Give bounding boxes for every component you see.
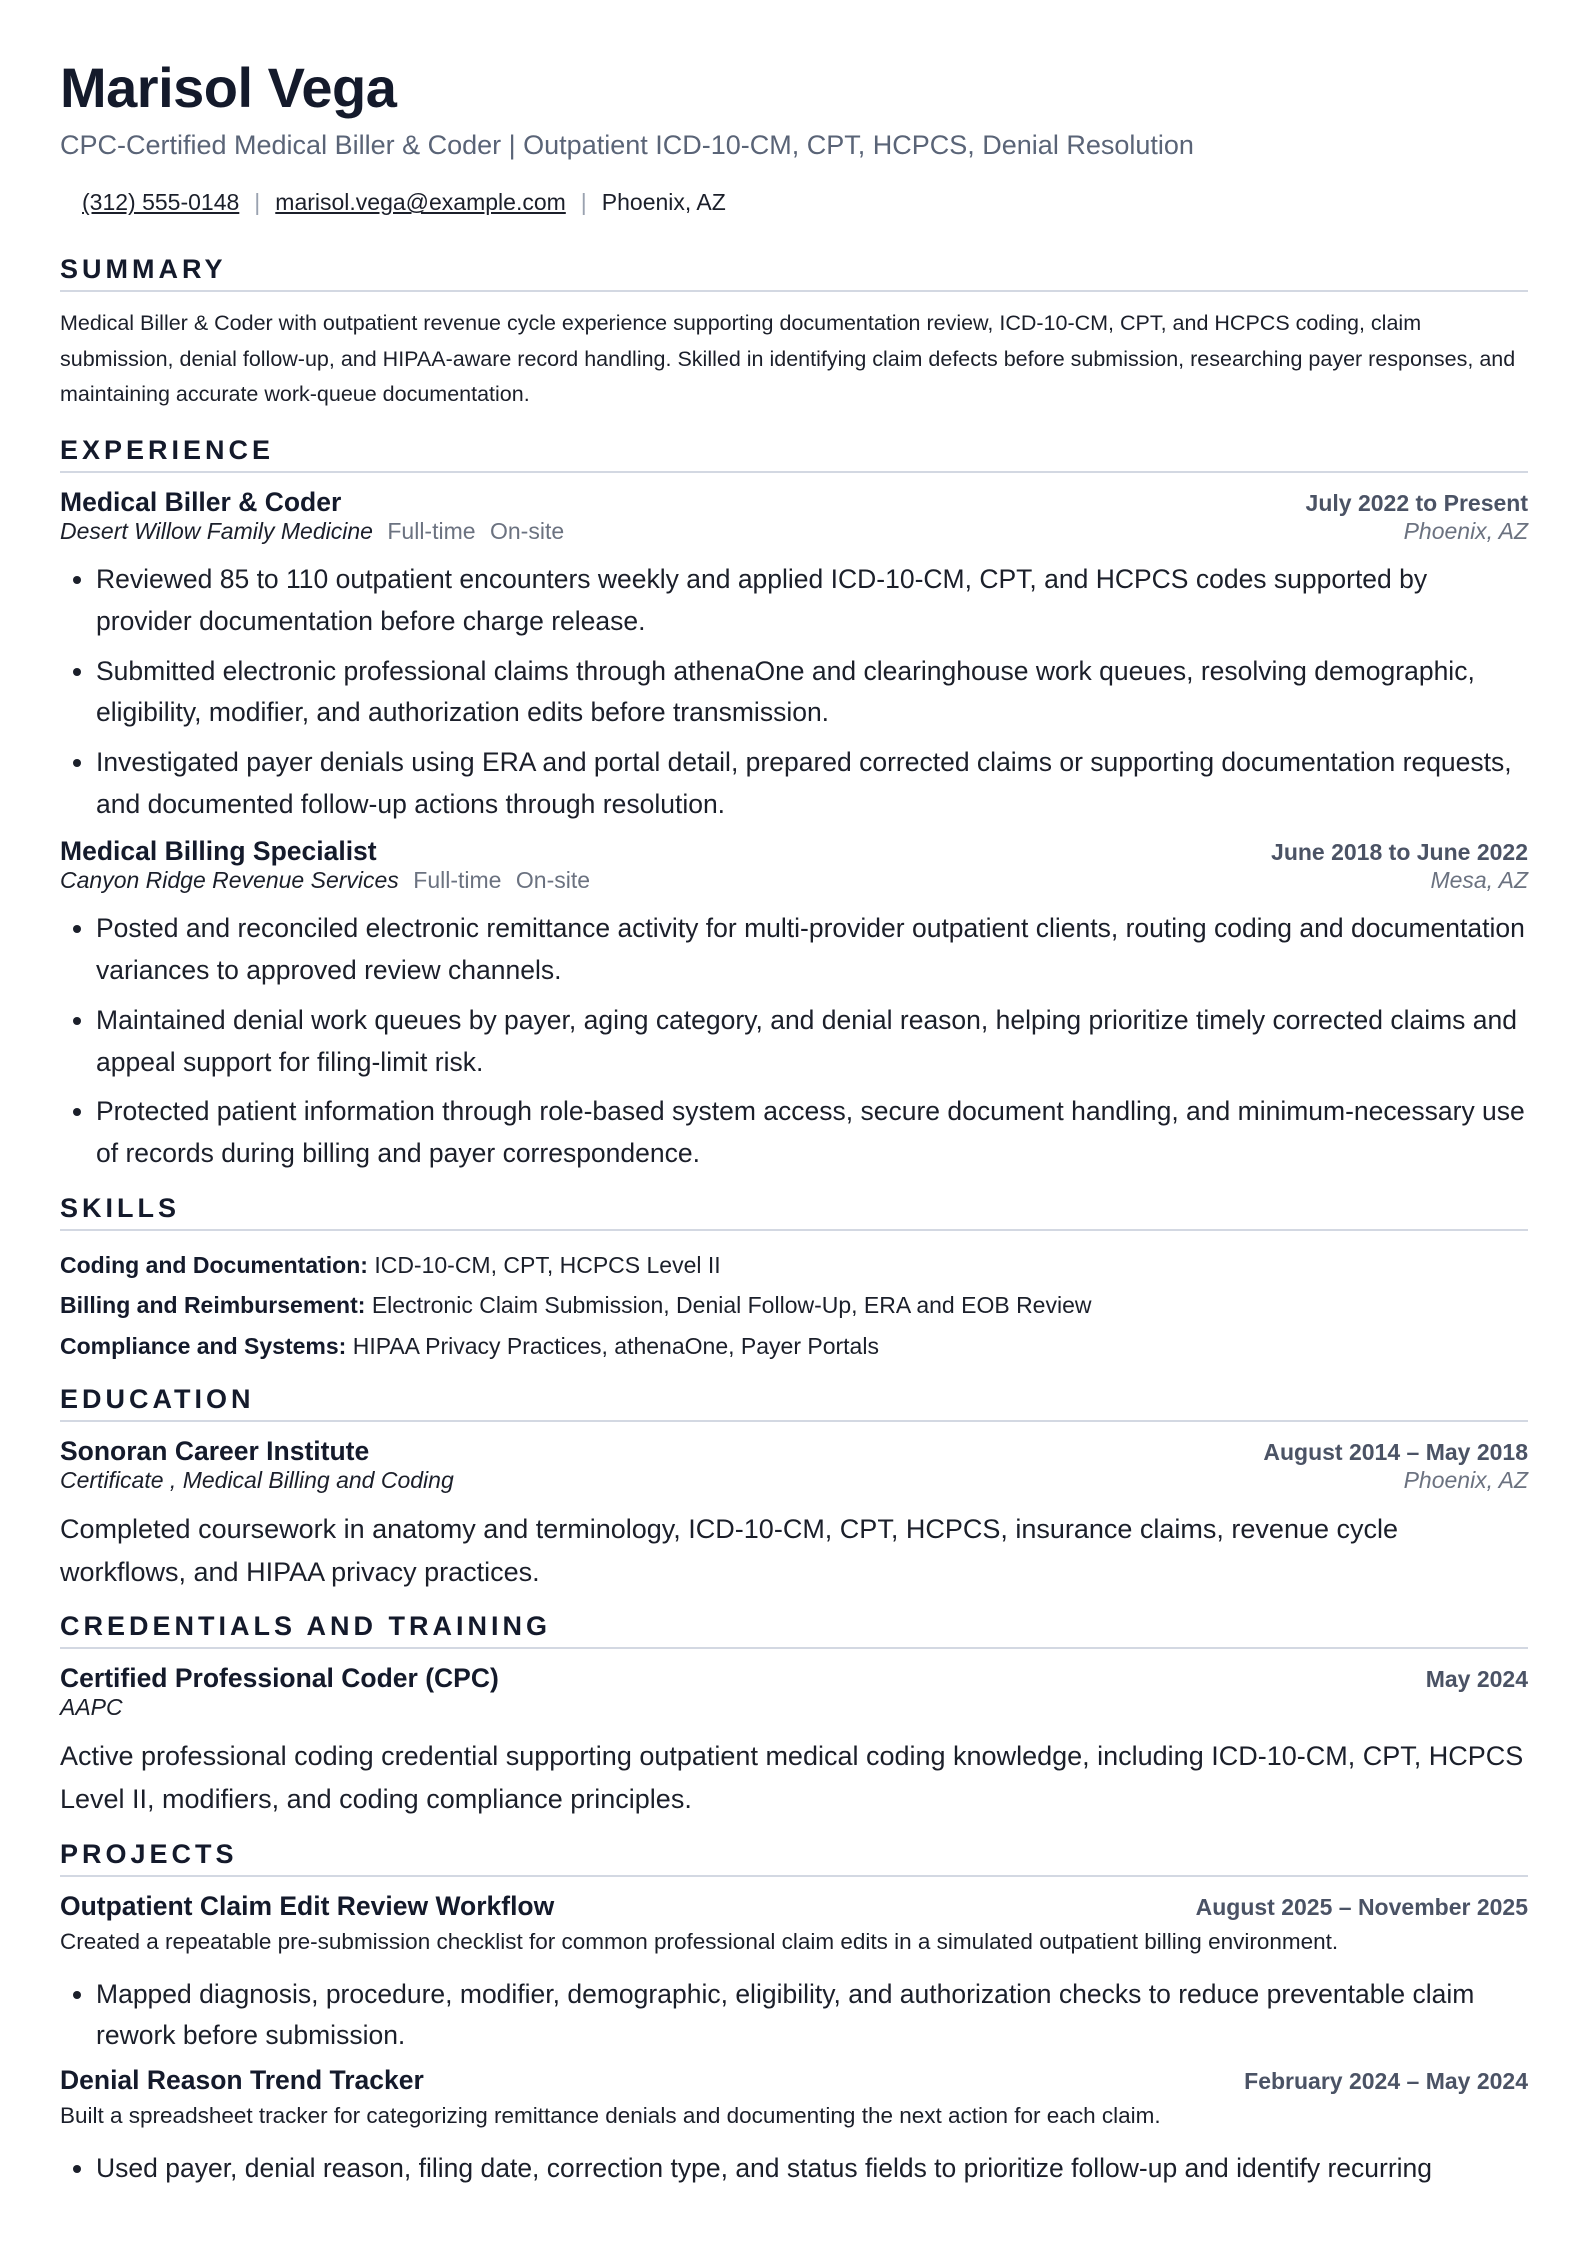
skill-row bbox=[60, 1326, 1528, 1366]
employment-type: Full-time bbox=[413, 867, 502, 894]
bullet-item: • Posted and reconciled electronic remittance activity for multi-provider outpatient clients, routing coding and documentation variances to approved review channels. bbox=[96, 908, 1528, 992]
education-description: Completed coursework in anatomy and terminology, ICD-10-CM, CPT, HCPCS, insurance claims, revenue cycle workflows, and HIPAA privacy practices. bbox=[60, 1513, 1399, 1587]
company-name: Canyon Ridge Revenue Services bbox=[60, 867, 399, 894]
job-title: Medical Biller & Coder bbox=[60, 486, 342, 517]
project-summary: Built a spreadsheet tracker for categorizing remittance denials and documenting the next action for each claim. bbox=[60, 2103, 1161, 2129]
job-dates: July 2022 to Present bbox=[1305, 489, 1528, 516]
job-bullets bbox=[60, 559, 1528, 826]
experience-entry bbox=[60, 836, 1528, 1175]
project-entry bbox=[60, 2065, 1528, 2190]
phone-link[interactable]: (312) 555-0148 bbox=[82, 189, 240, 216]
bullet-item: • Mapped diagnosis, procedure, modifier, demographic, eligibility, and authorization checks to reduce preventable claim rework before submission. bbox=[96, 1974, 1528, 2058]
section-title-experience: EXPERIENCE bbox=[60, 435, 1528, 473]
project-bullets bbox=[60, 2148, 1528, 2190]
work-mode: On-site bbox=[515, 867, 591, 894]
separator: | bbox=[254, 189, 261, 216]
contact-line bbox=[60, 189, 1528, 216]
section-title-summary: SUMMARY bbox=[60, 254, 1528, 292]
skill-value: ICD-10-CM, CPT, HCPCS Level II bbox=[374, 1252, 721, 1279]
bullet-item: • Investigated payer denials using ERA and portal detail, prepared corrected claims or supporting documentation requests, and documented follow-up actions through resolution. bbox=[96, 742, 1528, 826]
project-entry bbox=[60, 1891, 1528, 2058]
headline: CPC-Certified Medical Biller & Coder | Outpatient ICD-10-CM, CPT, HCPCS, Denial Resolution bbox=[60, 130, 1194, 161]
skill-label: Coding and Documentation: bbox=[60, 1252, 368, 1279]
bullet-item: • Protected patient information through role-based system access, secure document handling, and minimum-necessary use of records during billing and payer correspondence. bbox=[96, 1091, 1528, 1175]
employment-type: Full-time bbox=[387, 517, 476, 544]
credential-issuer: AAPC bbox=[60, 1694, 123, 1721]
experience-entry bbox=[60, 487, 1528, 826]
bullet-item: • Submitted electronic professional claims through athenaOne and clearinghouse work queues, resolving demographic, eligibility, modifier, and authorization edits before transmission. bbox=[96, 651, 1528, 735]
job-title: Medical Billing Specialist bbox=[60, 836, 377, 867]
section-title-skills: SKILLS bbox=[60, 1193, 1528, 1231]
job-location: Mesa, AZ bbox=[1430, 867, 1528, 894]
skills-list bbox=[60, 1245, 1528, 1366]
credential-title: Certified Professional Coder (CPC) bbox=[60, 1663, 499, 1694]
skill-row bbox=[60, 1285, 1528, 1325]
skill-label: Compliance and Systems: bbox=[60, 1332, 347, 1359]
project-title: Outpatient Claim Edit Review Workflow bbox=[60, 1890, 555, 1921]
bullet-item: • Used payer, denial reason, filing date, correction type, and status fields to prioritize follow-up and identify recurring bbox=[96, 2148, 1528, 2190]
candidate-name: Marisol Vega bbox=[60, 56, 397, 119]
school-name: Sonoran Career Institute bbox=[60, 1435, 370, 1466]
skill-value: Electronic Claim Submission, Denial Follow-Up, ERA and EOB Review bbox=[371, 1292, 1092, 1319]
section-title-projects: PROJECTS bbox=[60, 1839, 1528, 1877]
location: Phoenix, AZ bbox=[601, 189, 726, 216]
company-name: Desert Willow Family Medicine bbox=[60, 517, 373, 544]
education-dates: August 2014 – May 2018 bbox=[1263, 1438, 1528, 1465]
project-title: Denial Reason Trend Tracker bbox=[60, 2065, 424, 2096]
credential-entry bbox=[60, 1663, 1528, 1820]
job-bullets bbox=[60, 908, 1528, 1175]
credential-date: May 2024 bbox=[1425, 1666, 1528, 1693]
education-entry bbox=[60, 1436, 1528, 1593]
skill-value: HIPAA Privacy Practices, athenaOne, Payer Portals bbox=[352, 1332, 879, 1359]
job-dates: June 2018 to June 2022 bbox=[1271, 839, 1528, 866]
project-dates: February 2024 – May 2024 bbox=[1244, 2068, 1528, 2095]
email-link[interactable]: marisol.vega@example.com bbox=[275, 189, 566, 216]
summary-text: Medical Biller & Coder with outpatient revenue cycle experience supporting documentation review, ICD-10-CM, CPT, and HCPCS coding, claim submission, denial follow-up, and HIPAA-aware record handling. Skilled in identifying claim defects before submission, researching payer responses, and maintaining accurate work-queue documentation. bbox=[60, 311, 1516, 407]
project-dates: August 2025 – November 2025 bbox=[1195, 1893, 1528, 1920]
separator: | bbox=[580, 189, 587, 216]
work-mode: On-site bbox=[490, 517, 565, 544]
project-bullets bbox=[60, 1974, 1528, 2058]
degree: Certificate , Medical Billing and Coding bbox=[60, 1466, 454, 1493]
skill-label: Billing and Reimbursement: bbox=[60, 1292, 366, 1319]
bullet-item: • Maintained denial work queues by payer, aging category, and denial reason, helping prioritize timely corrected claims and appeal support for filing-limit risk. bbox=[96, 1000, 1528, 1084]
bullet-item: • Reviewed 85 to 110 outpatient encounters weekly and applied ICD-10-CM, CPT, and HCPCS codes supported by provider documentation before charge release. bbox=[96, 559, 1528, 643]
section-title-credentials: CREDENTIALS AND TRAINING bbox=[60, 1611, 1528, 1649]
job-location: Phoenix, AZ bbox=[1403, 517, 1528, 544]
section-title-education: EDUCATION bbox=[60, 1384, 1528, 1422]
skill-row bbox=[60, 1245, 1528, 1285]
education-location: Phoenix, AZ bbox=[1403, 1466, 1528, 1493]
credential-description: Active professional coding credential supporting outpatient medical coding knowledge, including ICD-10-CM, CPT, HCPCS Level II, modifiers, and coding compliance principles. bbox=[60, 1741, 1524, 1814]
project-summary: Created a repeatable pre-submission checklist for common professional claim edits in a simulated outpatient billing environment. bbox=[60, 1928, 1339, 1954]
